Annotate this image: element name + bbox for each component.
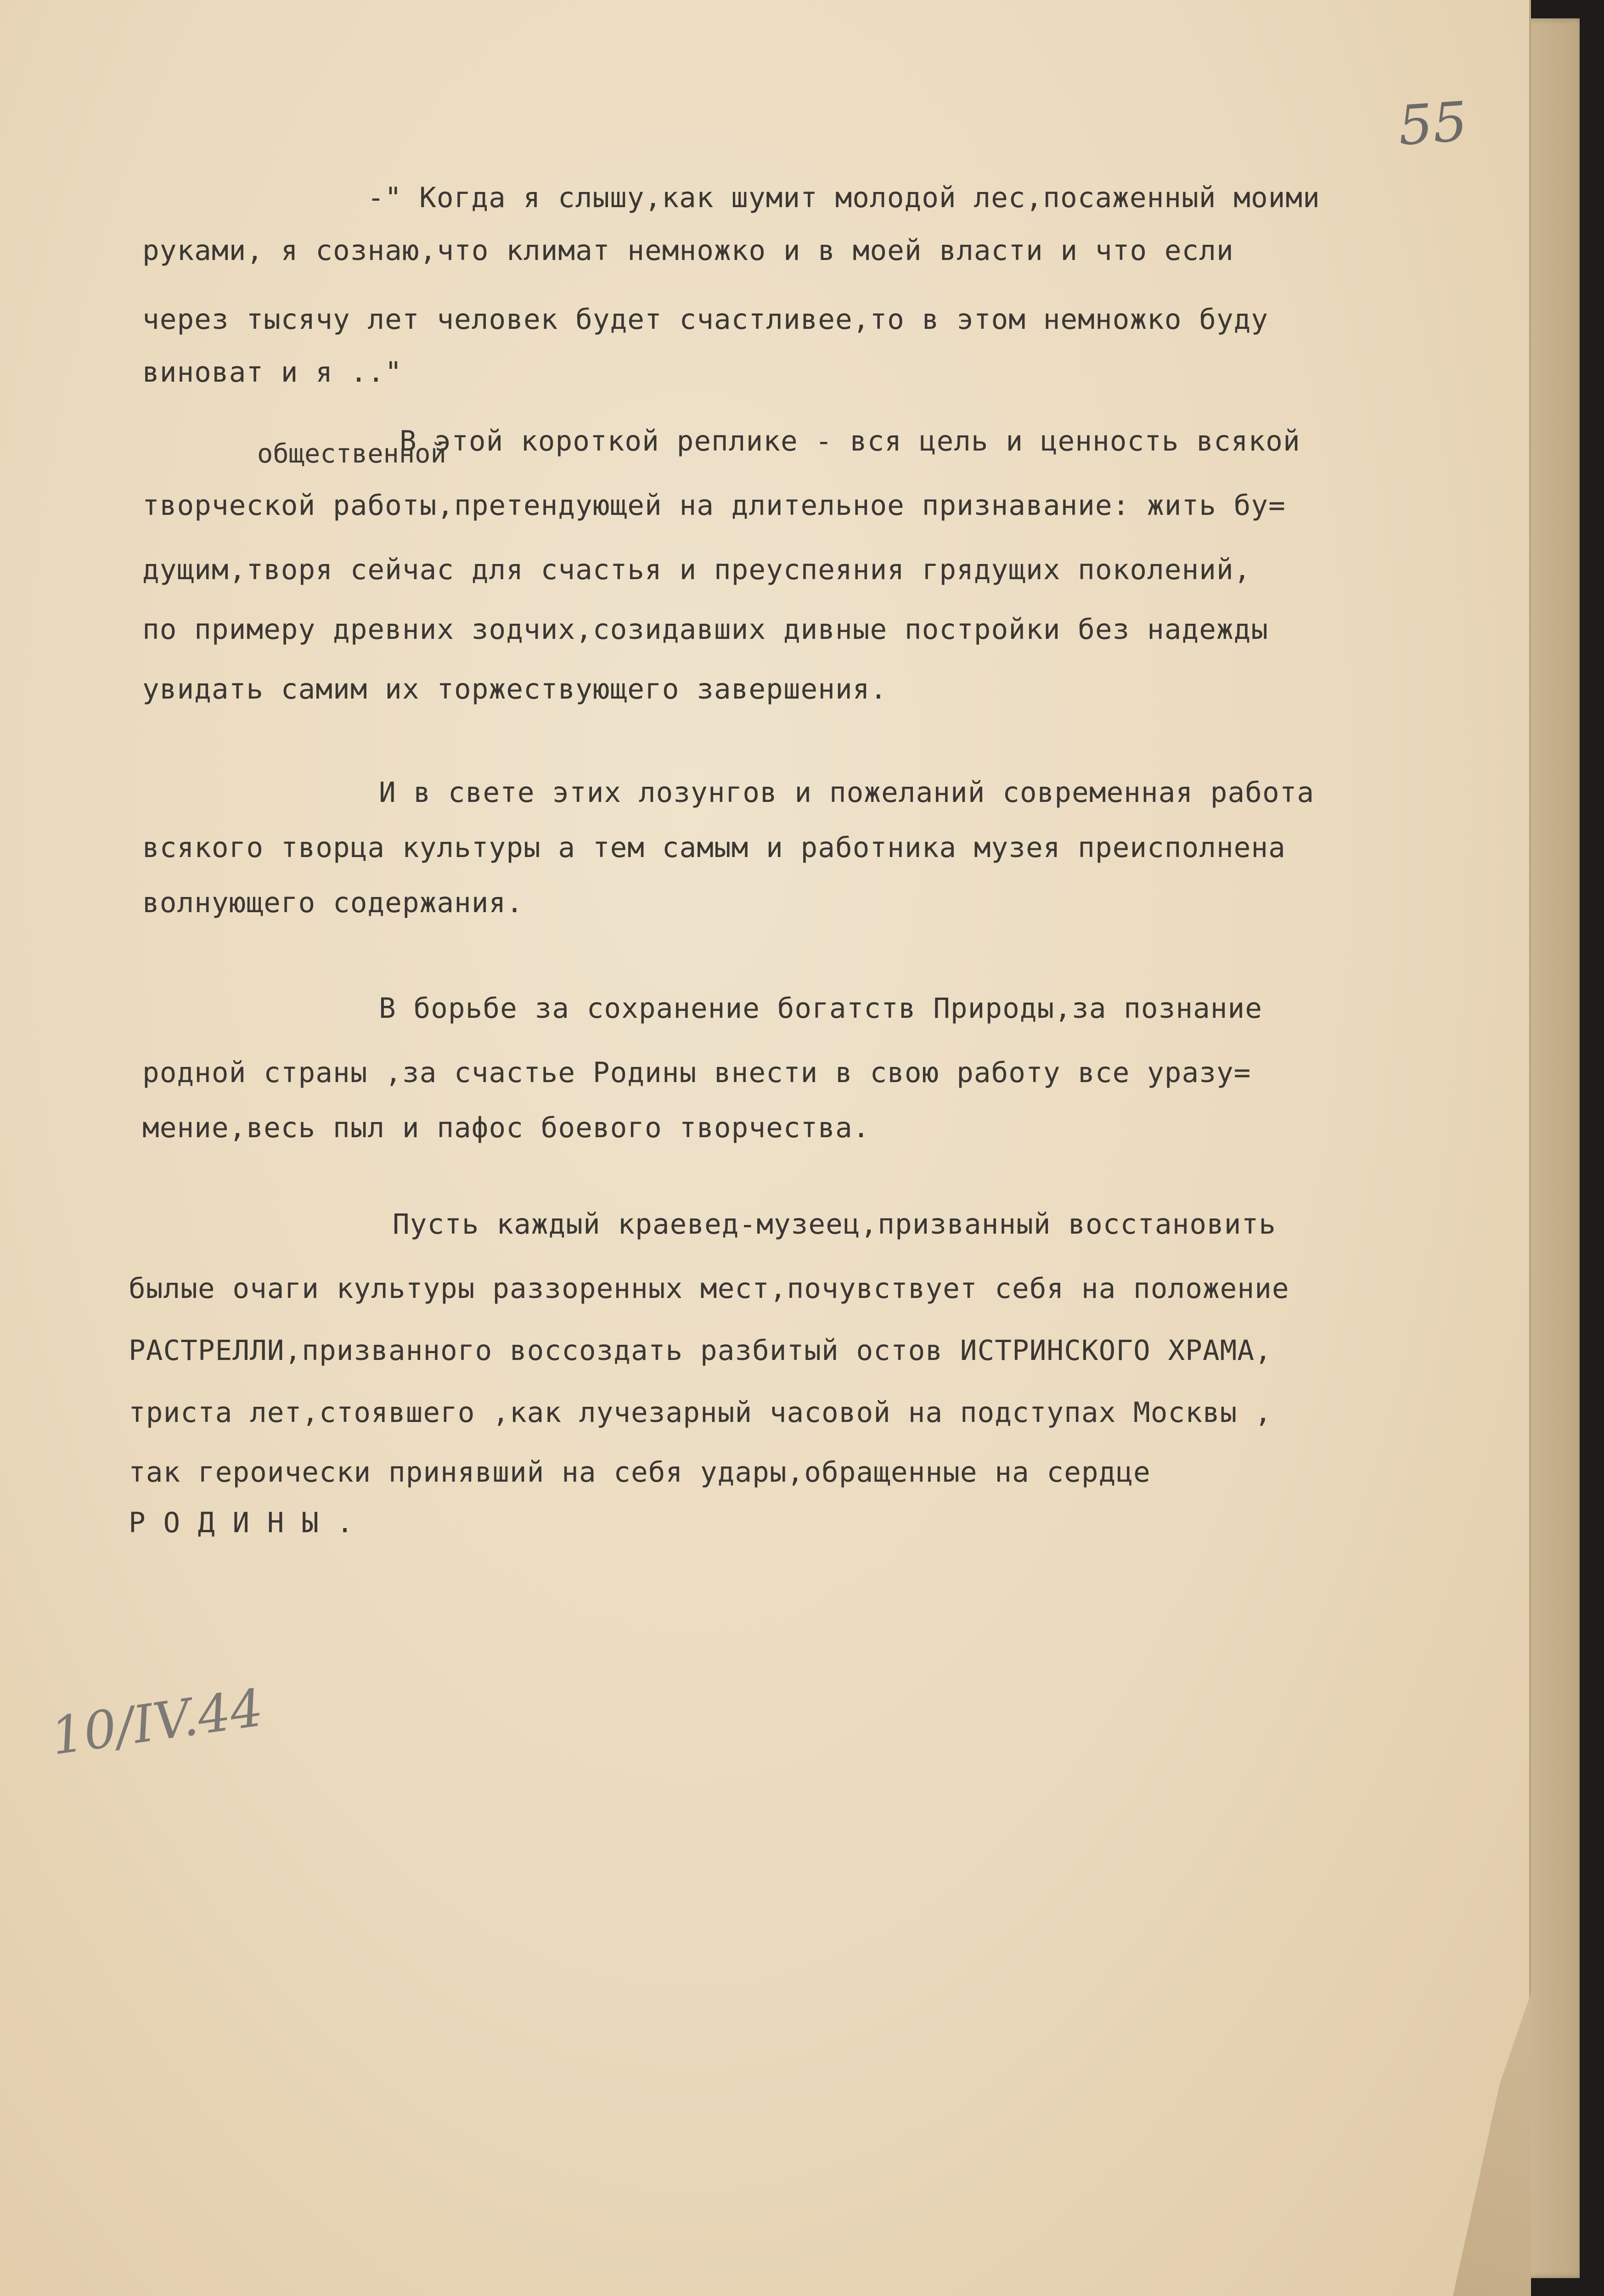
text-line: всякого творца культуры а тем самым и работника музея преисполнена bbox=[142, 831, 1286, 864]
text-line: волнующего содержания. bbox=[142, 886, 523, 919]
page-number: 55 bbox=[1396, 89, 1469, 158]
text-line: В этой короткой реплике - вся цель и ценность всякой bbox=[400, 425, 1300, 457]
text-line: творческой работы,претендующей на длительное признавание: жить бу= bbox=[142, 489, 1286, 522]
text-line: былые очаги культуры раззоренных мест,почувствует себя на положение bbox=[129, 1272, 1289, 1305]
text-line: РАСТРЕЛЛИ,призванного воссоздать разбитый остов ИСТРИНСКОГО ХРАМА, bbox=[129, 1334, 1272, 1367]
text-line: И в свете этих лозунгов и пожеланий современная работа bbox=[379, 776, 1315, 809]
handwritten-date: 10/IV.44 bbox=[47, 1678, 267, 1767]
text-line: триста лет,стоявшего ,как лучезарный часовой на подступах Москвы , bbox=[129, 1396, 1272, 1429]
text-line: Р О Д И Н Ы . bbox=[129, 1506, 354, 1539]
text-line: дущим,творя сейчас для счастья и преуспеяния грядущих поколений, bbox=[142, 553, 1251, 586]
text-line: по примеру древних зодчих,созидавших дивные постройки без надежды bbox=[142, 613, 1269, 646]
text-line: руками, я сознаю,что климат немножко и в моей власти и что если bbox=[142, 234, 1234, 267]
text-line: родной страны ,за счастье Родины внести в свою работу все уразу= bbox=[142, 1056, 1251, 1089]
text-line: виноват и я .." bbox=[142, 356, 402, 389]
text-line: так героически принявший на себя удары,обращенные на сердце bbox=[129, 1456, 1151, 1489]
text-line: через тысячу лет человек будет счастливее,то в этом немножко буду bbox=[142, 303, 1269, 336]
text-line: увидать самим их торжествующего завершения. bbox=[142, 673, 888, 705]
handwritten-insertion: общественной bbox=[257, 439, 446, 469]
text-line: Пусть каждый краевед-музеец,призванный восстановить bbox=[393, 1208, 1276, 1241]
text-line: мение,весь пыл и пафос боевого творчества. bbox=[142, 1111, 870, 1144]
text-line: В борьбе за сохранение богатств Природы,за познание bbox=[379, 992, 1262, 1025]
text-line: -" Когда я слышу,как шумит молодой лес,посаженный моими bbox=[367, 181, 1320, 214]
